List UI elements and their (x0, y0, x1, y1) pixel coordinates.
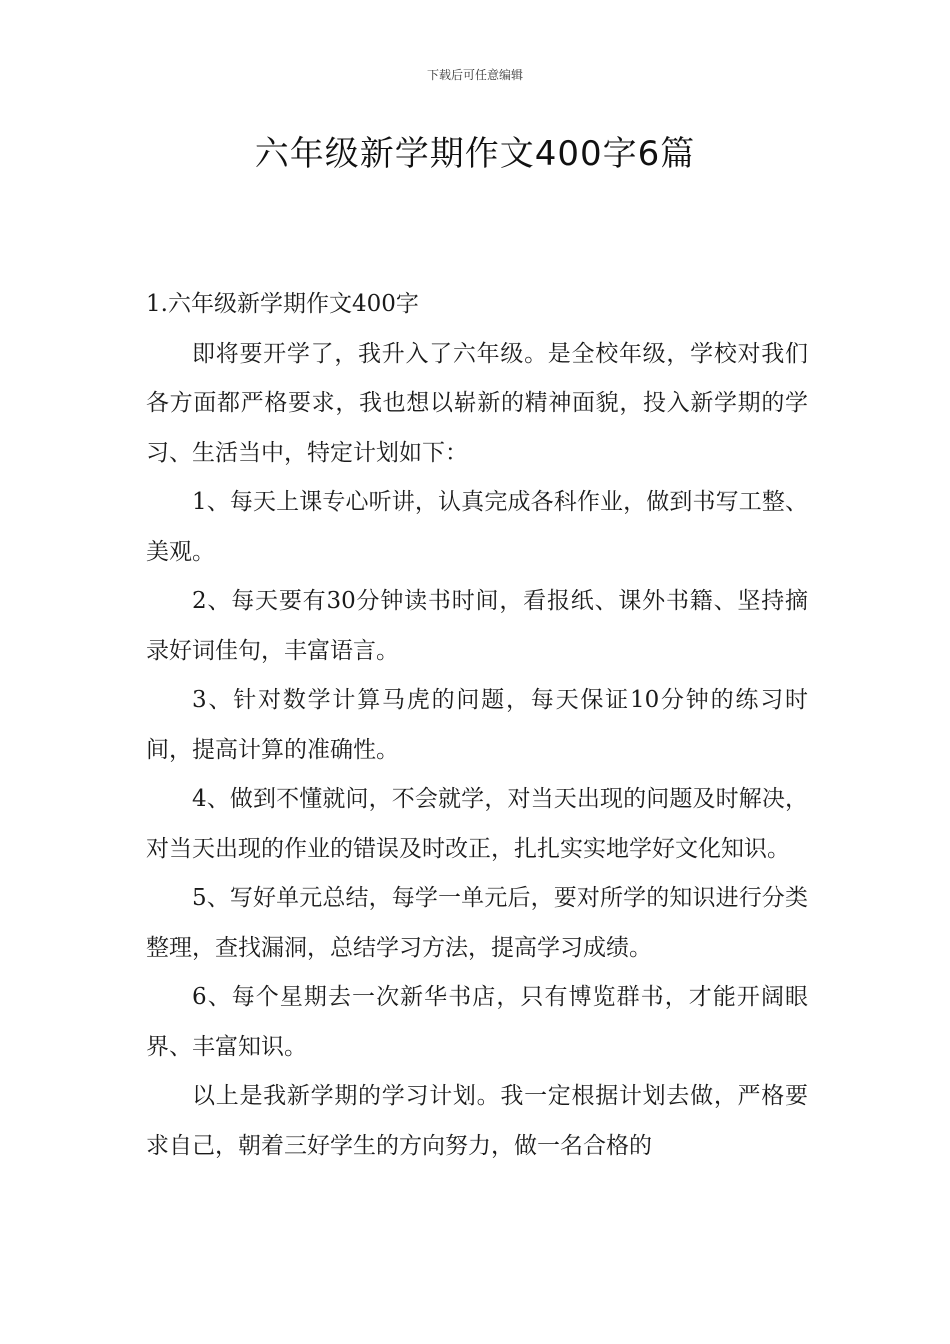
document-body (146, 280, 808, 1171)
paragraph-item-6: 6、每个星期去一次新华书店，只有博览群书，才能开阔眼界、丰富知识。 (146, 984, 808, 1060)
paragraph-item-5: 5、写好单元总结，每学一单元后，要对所学的知识进行分类整理，查找漏洞，总结学习方法，提高学习成绩。 (146, 885, 808, 961)
paragraph-item-3: 3、针对数学计算马虎的问题，每天保证10分钟的练习时间，提高计算的准确性。 (146, 687, 808, 763)
document-title: 六年级新学期作文400字6篇 (254, 134, 696, 174)
paragraph-intro: 即将要开学了，我升入了六年级。是全校年级，学校对我们各方面都严格要求，我也想以崭新的精神面貌，投入新学期的学习、生活当中，特定计划如下： (146, 340, 808, 466)
paragraph-conclusion: 以上是我新学期的学习计划。我一定根据计划去做，严格要求自己，朝着三好学生的方向努力，做一名合格的 (146, 1083, 808, 1159)
paragraph-item-2: 2、每天要有30分钟读书时间，看报纸、课外书籍、坚持摘录好词佳句，丰富语言。 (146, 588, 808, 664)
paragraph-item-1: 1、每天上课专心听讲，认真完成各科作业，做到书写工整、美观。 (146, 489, 808, 565)
header-note: 下载后可任意编辑 (426, 68, 523, 82)
paragraph-item-4: 4、做到不懂就问，不会就学，对当天出现的问题及时解决，对当天出现的作业的错误及时改正，扎扎实实地学好文化知识。 (146, 786, 808, 862)
section-heading: 1.六年级新学期作文400字 (146, 291, 419, 317)
